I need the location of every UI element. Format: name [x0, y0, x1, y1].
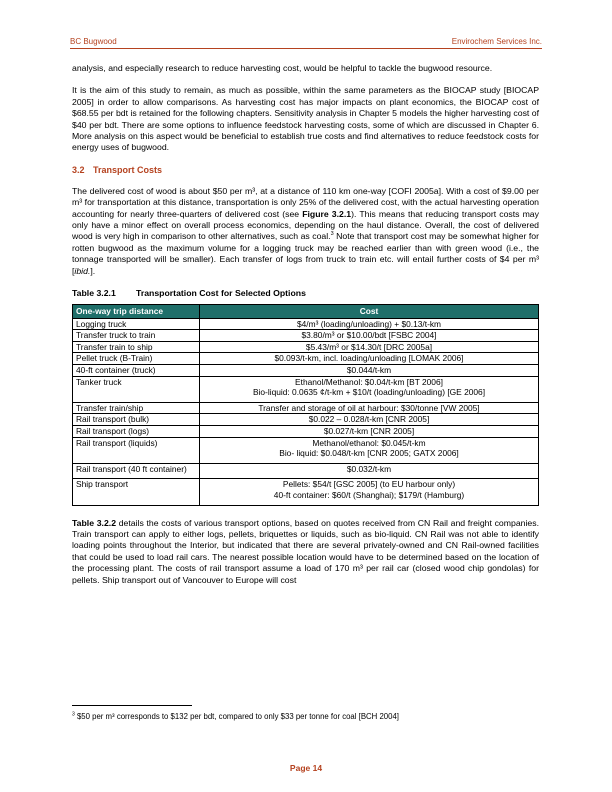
table-caption-title: Transportation Cost for Selected Options	[136, 288, 306, 299]
table-row	[73, 318, 539, 330]
footnote-marker: 3	[330, 231, 334, 238]
row-cost-line: $0.022 – 0.028/t-km [CNR 2005]	[308, 414, 430, 425]
row-label: 40-ft container (truck)	[73, 365, 200, 377]
row-label: Rail transport (logs)	[73, 426, 200, 438]
row-cost	[200, 414, 539, 426]
footnote-text: $50 per m³ corresponds to $132 per bdt, compared to only $33 per tonne for coal [BCH 2004]	[74, 712, 399, 721]
table-reference: Table 3.2.2	[72, 517, 117, 528]
row-label: Transfer train to ship	[73, 341, 200, 353]
table-row	[73, 353, 539, 365]
table-row	[73, 365, 539, 377]
paragraph-3-text-a: The delivered cost of wood is about $50 per m³, at a distance of 110 km one-way [COFI 2005a]. With a cost of $9.00 per m³ for transportation at this distance, transportation is only 25% of the delivered cost, with the actual harvesting operation accounting for nearly three-quarters of delivered cost (see	[72, 185, 539, 219]
table-row	[73, 376, 539, 402]
section-title: Transport Costs	[93, 164, 163, 175]
table-row	[73, 463, 539, 479]
paragraph-3-text-d: ].	[90, 265, 96, 276]
row-label: Logging truck	[73, 318, 200, 330]
paragraph-3-text-c: Note that transport cost may be somewhat higher for rotten bugwood as the maximum volume for a logging truck may be reached earlier than with green wood (i.e., the tonnage transported will be smaller). Each transfer of logs from truck to train etc. will entail further costs of $4 per m³ [	[72, 231, 539, 276]
figure-reference: Figure 3.2.1	[302, 208, 352, 219]
row-label: Rail transport (40 ft container)	[73, 463, 200, 479]
row-label: Transfer train/ship	[73, 402, 200, 414]
footnote	[72, 712, 539, 721]
row-cost	[200, 365, 539, 377]
transport-cost-table	[72, 304, 539, 506]
row-cost	[200, 353, 539, 365]
header-company-name: Envirochem Services Inc.	[451, 37, 542, 46]
row-cost-line: Transfer and storage of oil at harbour: $30/tonne [VW 2005]	[258, 402, 480, 413]
row-cost-line: Methanol/ethanol: $0.045/t-km	[312, 437, 426, 448]
column-header-distance: One-way trip distance	[73, 305, 200, 319]
paragraph-3-text-b: ). This means that reducing transport costs may only have a minor effect on overall process economics, depending on the haul distance. Overall, the cost of delivered wood is very high in comparison to other alternatives, such as coal.	[72, 208, 539, 242]
table-header-row	[73, 305, 539, 319]
row-cost	[200, 479, 539, 505]
table-row	[73, 330, 539, 342]
row-cost-line: $4/m³ (loading/unloading) + $0.13/t-km	[296, 318, 442, 329]
column-header-cost: Cost	[200, 305, 539, 319]
table-body	[73, 318, 539, 505]
table-caption	[72, 288, 539, 298]
row-cost-line: Ethanol/Methanol: $0.04/t-km [BT 2006]	[295, 376, 443, 387]
row-cost-line: $0.093/t-km, incl. loading/unloading [LOMAK 2006]	[274, 353, 464, 364]
paragraph-3	[72, 186, 539, 277]
row-cost-line: $5.43/m³ or $14.30/t [DRC 2005a]	[305, 341, 433, 352]
table-caption-number: Table 3.2.1	[72, 288, 116, 299]
page-number: Page 14	[289, 763, 323, 773]
row-cost	[200, 341, 539, 353]
paragraph-2: It is the aim of this study to remain, as much as possible, within the same parameters as the BIOCAP study [BIOCAP 2005] in order to allow comparisons. As harvesting cost has major impacts on plant economics, the BIOCAP cost of $68.55 per bdt is retained for the following chapters. Sensitivity analysis in Chapter 5 models the higher harvesting cost of $40 per bdt. There are some options to influence feedstock harvesting costs, some of which are discussed in Chapter 6. More analysis on this aspect would be beneficial to establish true costs and find alternatives to reduce feedstock costs for energy uses of bugwood.	[72, 85, 539, 153]
row-cost-line-2: 40-ft container: $60/t (Shanghai); $179/t (Hamburg)	[273, 490, 465, 500]
row-cost-line-2: Bio-liquid: 0.0635 ¢/t-km + $10/t (loading/unloading) [GE 2006]	[252, 387, 486, 398]
page-content	[72, 63, 539, 597]
footnote-number: 3	[72, 711, 75, 718]
paragraph-4	[72, 518, 539, 586]
row-label: Ship transport	[73, 479, 200, 505]
ibid-citation: ibid.	[74, 265, 91, 276]
row-label: Rail transport (liquids)	[73, 437, 200, 463]
header-document-title: BC Bugwood	[70, 37, 117, 46]
row-cost-line: $0.027/t-km [CNR 2005]	[323, 426, 415, 437]
row-label: Transfer truck to train	[73, 330, 200, 342]
row-cost	[200, 426, 539, 438]
page-header	[70, 34, 542, 49]
row-cost	[200, 376, 539, 402]
paragraph-4-text: details the costs of various transport options, based on quotes received from CN Rail and freight companies. Train transport can apply to either logs, pellets, briquettes or liquids, such as bio-liquid. CN Rail was not able to identify loading points throughout the Interior, but indicated that there are several privately-owned and CN Rail-owned facilities that could be used to load rail cars. The nearest possible location would have to be determined based on the location of the processing plant. The costs of rail transport assume a load of 170 m³ per rail car (closed wood chip gondolas) for pellets. Ship transport out of Vancouver to Europe will cost	[72, 517, 540, 585]
section-heading	[72, 165, 539, 175]
row-cost	[200, 318, 539, 330]
table-row	[73, 341, 539, 353]
paragraph-1: analysis, and especially research to reduce harvesting cost, would be helpful to tackle the bugwood resource.	[72, 63, 493, 73]
table-row	[73, 402, 539, 414]
row-cost	[200, 437, 539, 463]
table-row	[73, 479, 539, 505]
section-number: 3.2	[72, 164, 85, 175]
row-cost-line-2: Bio- liquid: $0.048/t-km [CNR 2005; GATX 2006]	[279, 448, 459, 459]
footnote-divider	[72, 705, 192, 706]
row-cost-line: $0.032/t-km	[346, 463, 392, 474]
row-cost	[200, 463, 539, 479]
row-label: Rail transport (bulk)	[73, 414, 200, 426]
table-row	[73, 437, 539, 463]
table-row	[73, 426, 539, 438]
row-label: Tanker truck	[73, 376, 200, 402]
row-cost	[200, 330, 539, 342]
row-cost	[200, 402, 539, 414]
row-cost-line: Pellets: $54/t [GSC 2005] (to EU harbour only)	[282, 479, 456, 490]
row-label: Pellet truck (B-Train)	[73, 353, 200, 365]
row-cost-line: $3.80/m³ or $10.00/bdt [FSBC 2004]	[301, 330, 437, 341]
row-cost-line: $0.044/t-km	[346, 365, 392, 376]
table-row	[73, 414, 539, 426]
